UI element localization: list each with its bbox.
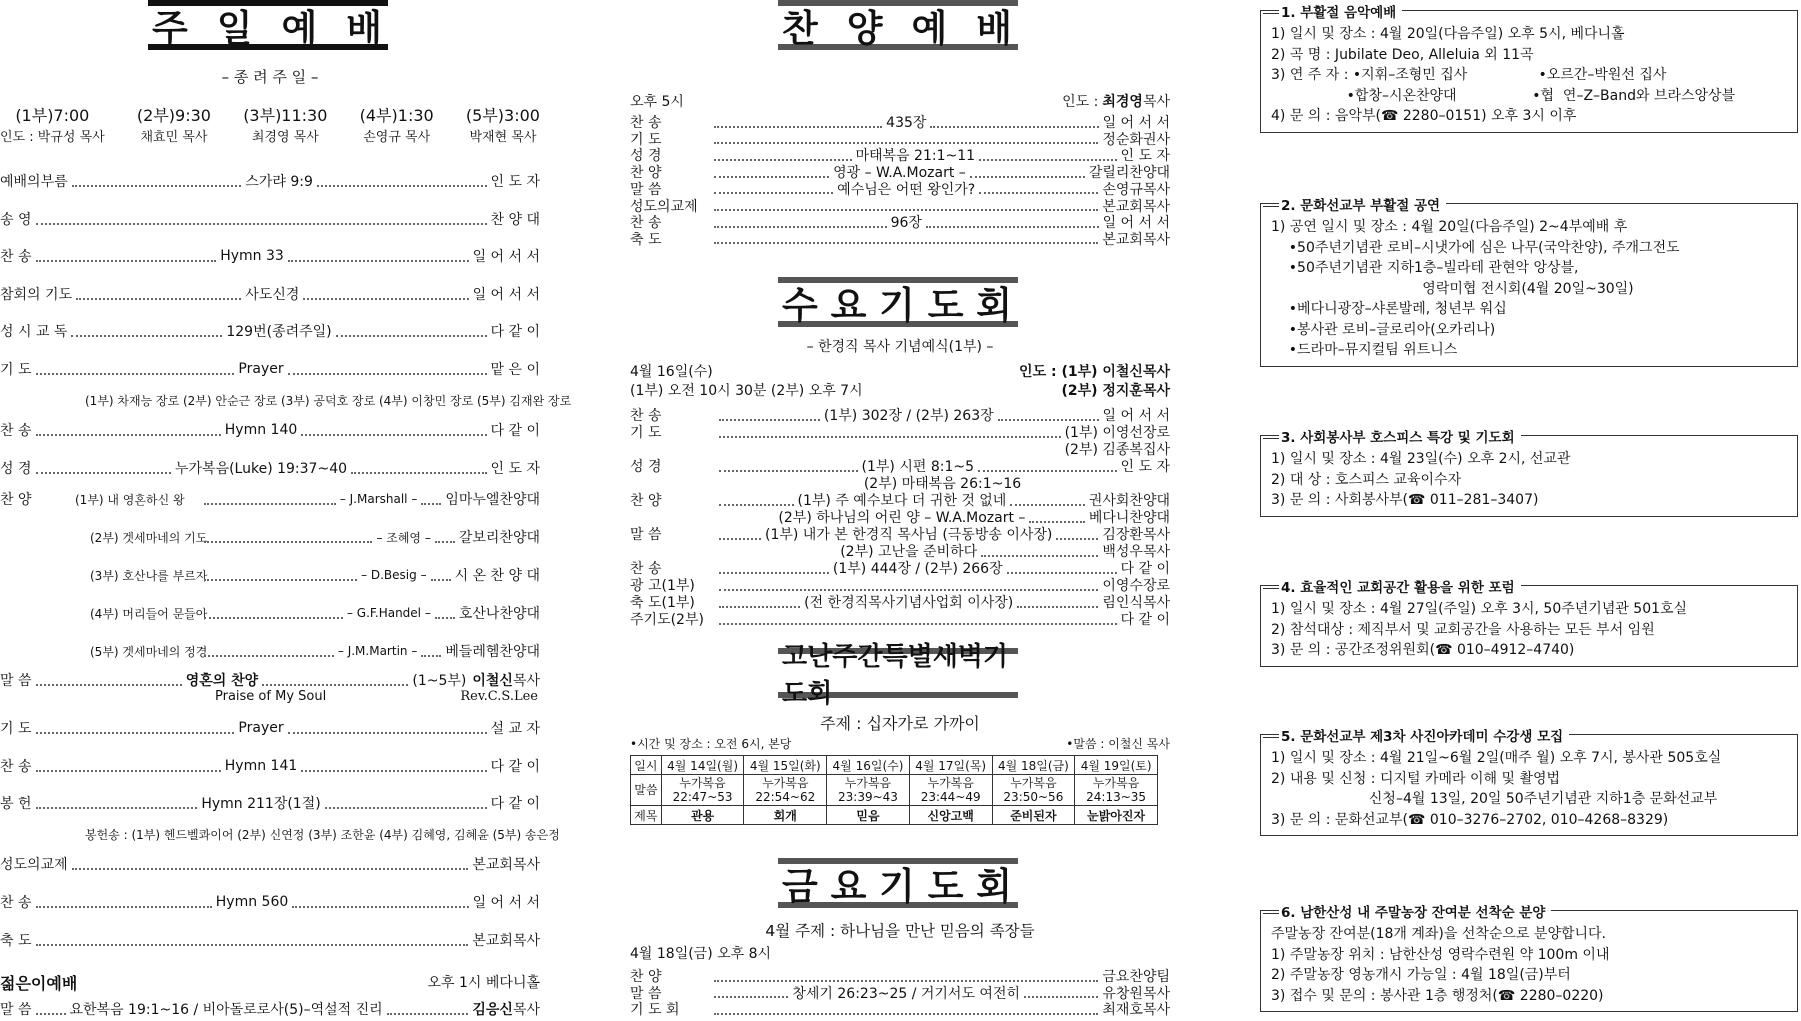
order-row: 찬 송 Hymn 140 다 같 이 <box>0 422 541 439</box>
table-row <box>631 806 1158 825</box>
table-cell: 일시 <box>631 756 662 775</box>
table-row <box>631 756 1158 775</box>
notice-line: •베다니광장–샤론발레, 청년부 워십 <box>1271 301 1507 317</box>
notice-title: 1. 부활절 음악예배 <box>1279 1 1402 21</box>
prayer-note: (1부) 차재능 장로 (2부) 안순근 장로 (3부) 공덕호 장로 (4부) 이창민 장로 (5부) 김재완 장로 <box>85 394 572 408</box>
order-row: (2부) 김종복집사 <box>1064 442 1170 458</box>
title-char: 기 <box>879 865 917 908</box>
sunday-subtitle: – 종 려 주 일 – <box>221 68 319 86</box>
title-char: 주 <box>152 7 190 50</box>
table-cell: 누가복음 23:50~56 <box>992 775 1075 806</box>
notice-title: 3. 사회봉사부 호스피스 특강 및 기도회 <box>1279 426 1521 446</box>
title-char: 회 <box>976 284 1014 327</box>
order-row: 기 도 Prayer 맡 은 이 <box>0 361 541 378</box>
table-cell: 누가복음 22:47~53 <box>661 775 744 806</box>
order-row: 찬 양 금요찬양팀 <box>630 969 1170 985</box>
sunday-service-title <box>148 0 388 50</box>
notice-line: 1) 일시 및 장소 : 4월 23일(수) 오후 2시, 선교관 <box>1271 451 1571 467</box>
order-row: 성도의교제 본교회목사 <box>0 857 540 873</box>
order-row: 축 도 본교회목사 <box>0 933 540 949</box>
service-time-3: (3부)11:30 최경영 목사 <box>243 106 328 145</box>
wednesday-subtitle: – 한경직 목사 기념예식(1부) – <box>806 339 994 355</box>
title-char: 배 <box>346 7 384 50</box>
wednesday-prayer-title <box>778 277 1018 327</box>
order-row: 찬 송 435장 일 어 서 서 <box>630 115 1171 131</box>
title-char: 수 <box>782 284 820 327</box>
notice-line: 2) 내용 및 신청 : 디지털 카메라 이해 및 촬영법 <box>1271 770 1561 787</box>
order-row: 예배의부름 스가랴 9:9 인 도 자 <box>0 174 541 190</box>
youth-row: 말 씀 요한복음 19:1~16 / 비아돌로로사(5)–역설적 진리 김응신 목사 <box>0 1002 540 1018</box>
notice-title: 5. 문화선교부 제3차 사진아카데미 수강생 모집 <box>1279 725 1569 745</box>
friday-theme: 4월 주제 : 하나님을 만난 믿음의 족장들 <box>765 922 1035 940</box>
order-row: 성 시 교 독 129번(종려주일) 다 같 이 <box>0 324 541 340</box>
order-row: 성 경 (1부) 시편 8:1~5 인 도 자 <box>630 459 1170 475</box>
order-row: 성도의교제 본교회목사 <box>630 198 1170 215</box>
title-char: 기 <box>879 284 917 327</box>
table-cell: 믿음 <box>827 806 910 825</box>
service-time-4: (4부)1:30 손영규 목사 <box>359 106 434 145</box>
order-row: 찬 송 (1부) 302장 / (2부) 263장 일 어 서 서 <box>630 408 1170 424</box>
title-char: 도 <box>927 284 966 327</box>
notice-line: 3) 연 주 자 : •지휘–조형민 집사 •오르간–박원선 집사 <box>1271 67 1667 83</box>
table-cell: 눈밝아진자 <box>1075 806 1158 825</box>
order-row: 봉 헌 Hymn 211장(1절) 다 같 이 <box>0 796 541 812</box>
sermon-title-en: Praise of My Soul <box>215 689 327 704</box>
order-row: (2부) 고난을 준비하다 백성우목사 <box>840 544 1170 560</box>
notice-line: 3) 문 의 : 사회봉사부(☎ 011–281–3407) <box>1271 492 1539 508</box>
anthem-row: (2부) 겟세마네의 기도 – 조혜영 – 갈보리찬양대 <box>90 530 540 546</box>
order-row: 찬 송 Hymn 33 일 어 서 서 <box>0 248 541 265</box>
praise-service-title <box>778 0 1018 50</box>
table-cell: 누가복음 24:13~35 <box>1075 775 1158 806</box>
preacher-en: Rev.C.S.Lee <box>460 689 538 704</box>
table-cell: 신앙고백 <box>909 806 992 825</box>
order-row: 찬 양 영광 – W.A.Mozart – 갈릴리찬양대 <box>630 165 1170 182</box>
notice-line: 1) 일시 및 장소 : 4월 20일(다음주일) 오후 5시, 베다니홀 <box>1271 26 1625 42</box>
order-row: 광 고(1부) 이영수장로 <box>630 578 1170 594</box>
table-cell: 4월 14일(월) <box>661 756 744 775</box>
notice-line: 1) 주말농장 위치 : 남한산성 영락수련원 약 100m 이내 <box>1271 946 1610 963</box>
notice-line: •드라마–뮤지컬팀 위트니스 <box>1271 342 1458 358</box>
order-row: 찬 송 (1부) 444장 / (2부) 266장 다 같 이 <box>630 561 1170 577</box>
notice-line: •50주년기념관 로비–시냇가에 심은 나무(국악찬양), 주개그전도 <box>1271 239 1680 256</box>
title-char: 예 <box>281 7 320 50</box>
table-cell: 4월 17일(목) <box>909 756 992 775</box>
title-char: 예 <box>911 7 950 50</box>
order-row: 축 도(1부) (전 한경직목사기념사업회 이사장) 림인식목사 <box>630 595 1171 611</box>
table-cell: 관용 <box>661 806 744 825</box>
table-cell: 회개 <box>744 806 827 825</box>
notice-line: 3) 문 의 : 문화선교부(☎ 010–3276–2702, 010–4268–8329) <box>1271 811 1669 828</box>
order-row: (2부) 하나님의 어린 양 – W.A.Mozart – 베다니찬양대 <box>778 510 1171 526</box>
notice-box <box>1260 5 1798 133</box>
order-row: 축 도 본교회목사 <box>630 231 1170 248</box>
notice-line: 2) 곡 명 : Jubilate Deo, Alleluia 외 11곡 <box>1271 46 1534 63</box>
table-cell: 누가복음 22:54~62 <box>744 775 827 806</box>
notice-line: 4) 문 의 : 음악부(☎ 2280–0151) 오후 3시 이후 <box>1271 108 1577 124</box>
order-row: 성 경 누가복음(Luke) 19:37~40 인 도 자 <box>0 461 540 477</box>
service-times <box>0 103 540 145</box>
title-char: 요 <box>830 284 869 327</box>
order-row: 송 영 찬 양 대 <box>0 212 540 228</box>
dawn-schedule-table <box>630 755 1158 825</box>
notice-line: •봉사관 로비–글로리아(오카리나) <box>1271 321 1496 338</box>
order-row: 주기도(2부) 다 같 이 <box>630 612 1170 628</box>
anthem-row: (3부) 호산나를 부르자 – D.Besig – 시 온 찬 양 대 <box>90 568 540 584</box>
order-row: 찬 양 (1부) 주 예수보다 더 귀한 것 없네 권사회찬양대 <box>630 493 1171 509</box>
notice-line: 2) 대 상 : 호스피스 교육이수자 <box>1271 471 1462 488</box>
notice-box <box>1260 580 1798 667</box>
notice-line: 1) 공연 일시 및 장소 : 4월 20일(다음주일) 2~4부예배 후 <box>1271 219 1628 235</box>
notice-line: 신청–4월 13일, 20일 50주년기념관 지하1층 문화선교부 <box>1271 791 1718 807</box>
notice-title: 6. 남한산성 내 주말농장 잔여분 선착순 분양 <box>1279 901 1551 921</box>
table-cell: 4월 18일(금) <box>992 756 1075 775</box>
order-row: 참회의 기도 사도신경 일 어 서 서 <box>0 287 541 303</box>
notice-box <box>1260 729 1798 836</box>
order-row: (2부) 마태복음 26:1~16 <box>863 476 1022 492</box>
notice-box <box>1260 430 1798 517</box>
notice-line: 3) 문 의 : 공간조정위원회(☎ 010–4912–4740) <box>1271 642 1575 658</box>
anthem-row: (4부) 머리들어 문들아 – G.F.Handel – 호산나찬양대 <box>90 606 540 622</box>
table-row <box>631 775 1158 806</box>
order-row: 말 씀 창세기 26:23~25 / 거기서도 여전히 유창원목사 <box>630 985 1170 1002</box>
notice-title: 2. 문화선교부 부활절 공연 <box>1279 194 1446 214</box>
offering-note: 봉헌송 : (1부) 헨드벨콰이어 (2부) 신연정 (3부) 조한윤 (4부) 김혜영, 김혜윤 (5부) 송은정 <box>85 828 560 842</box>
title-char: 일 <box>216 7 255 50</box>
order-row: 찬 송 Hymn 141 다 같 이 <box>0 758 541 775</box>
order-row: 성 경 마태복음 21:1~11 인 도 자 <box>630 148 1171 165</box>
table-cell: 준비된자 <box>992 806 1075 825</box>
order-row: 기 도 Prayer 설 교 자 <box>0 720 541 737</box>
title-char: 찬 <box>782 7 820 50</box>
notice-line: 2) 참석대상 : 제직부서 및 교회공간을 사용하는 모든 부서 임원 <box>1271 621 1655 638</box>
wednesday-header: 4월 16일(수) 인도 : (1부) 이철신목사 <box>630 364 1170 380</box>
wednesday-header: (1부) 오전 10시 30분 (2부) 오후 7시 (2부) 정지훈목사 <box>630 383 1170 399</box>
notice-line: 영락미협 전시회(4월 20일~30일) <box>1271 280 1634 297</box>
notice-line: 1) 일시 및 장소 : 4월 21일~6월 2일(매주 월) 오후 7시, 봉사관 505호실 <box>1271 750 1722 766</box>
title-char: 요 <box>830 865 869 908</box>
notice-line: 3) 접수 및 문의 : 봉사관 1층 행정처(☎ 2280–0220) <box>1271 987 1604 1004</box>
table-cell: 말씀 <box>631 775 662 806</box>
service-time-1: (1부)7:00 인도 : 박규성 목사 <box>0 106 105 145</box>
sermon-row: 말 씀 영혼의 찬양 (1~5부) 이철신 목사 <box>0 673 541 689</box>
anthem-row: (5부) 겟세마네의 정경 – J.M.Martin – 베들레헴찬양대 <box>90 644 540 660</box>
table-cell: 4월 19일(토) <box>1075 756 1158 775</box>
title-char: 회 <box>976 865 1014 908</box>
table-cell: 누가복음 23:39~43 <box>827 775 910 806</box>
order-row: 기 도 정순화권사 <box>630 131 1170 148</box>
youth-header: 젊은이예배 오후 1시 베다니홀 <box>0 973 540 993</box>
dawn-theme: 주제 : 십자가로 가까이 <box>820 714 980 733</box>
friday-prayer-title <box>778 858 1018 908</box>
order-row: 말 씀 예수님은 어떤 왕인가? 손영규목사 <box>630 181 1171 198</box>
table-cell: 제목 <box>631 806 662 825</box>
service-time-2: (2부)9:30 채효민 목사 <box>136 106 211 145</box>
notice-line: 주말농장 잔여분(18개 계좌)을 선착순으로 분양합니다. <box>1271 926 1606 942</box>
notice-line: 1) 일시 및 장소 : 4월 27일(주일) 오후 3시, 50주년기념관 501호실 <box>1271 601 1688 617</box>
order-row: 찬 송 96장 일 어 서 서 <box>630 215 1171 232</box>
notice-title: 4. 효율적인 교회공간 활용을 위한 포럼 <box>1279 576 1521 596</box>
table-cell: 누가복음 23:44~49 <box>909 775 992 806</box>
dawn-info: •시간 및 장소 : 오전 6시, 본당 •말씀 : 이철신 목사 <box>630 736 1170 751</box>
title-char: 금 <box>782 865 820 908</box>
order-row: 기 도 (1부) 이영선장로 <box>630 425 1170 441</box>
praise-header: 오후 5시 인도 : 최경영 목사 <box>630 94 1170 110</box>
table-cell: 4월 16일(수) <box>827 756 910 775</box>
notices-column <box>1255 0 1800 1021</box>
notice-box <box>1260 198 1798 367</box>
service-time-5: (5부)3:00 박재현 목사 <box>465 106 540 145</box>
table-cell: 4월 15일(화) <box>744 756 827 775</box>
order-row: 찬 송 Hymn 560 일 어 서 서 <box>0 894 541 911</box>
order-row: 기 도 회 최재호목사 <box>630 1002 1170 1018</box>
notice-line: 2) 주말농장 영농개시 가능일 : 4월 18일(금)부터 <box>1271 967 1571 983</box>
title-char: 도 <box>927 865 966 908</box>
title-char: 양 <box>846 7 885 50</box>
sunday-service-column <box>0 0 572 1021</box>
notice-box <box>1260 905 1798 1012</box>
dawn-prayer-title: 고난주간특별새벽기도회 <box>778 648 1018 698</box>
friday-date: 4월 18일(금) 오후 8시 <box>630 946 772 962</box>
order-row: 말 씀 (1부) 내가 본 한경직 목사님 (극동방송 이사장) 김장환목사 <box>630 527 1170 543</box>
center-column <box>630 0 1170 1021</box>
title-char: 배 <box>976 7 1014 50</box>
notice-line: •50주년기념관 지하1층–빌라테 관현악 앙상블, <box>1271 260 1579 276</box>
anthem-row: 찬 양 (1부) 내 영혼하신 왕 – J.Marshall – 임마누엘찬양대 <box>0 492 540 508</box>
notice-line: •합창–시온찬양대 •협 연–Z–Band와 브라스앙상블 <box>1271 87 1736 104</box>
